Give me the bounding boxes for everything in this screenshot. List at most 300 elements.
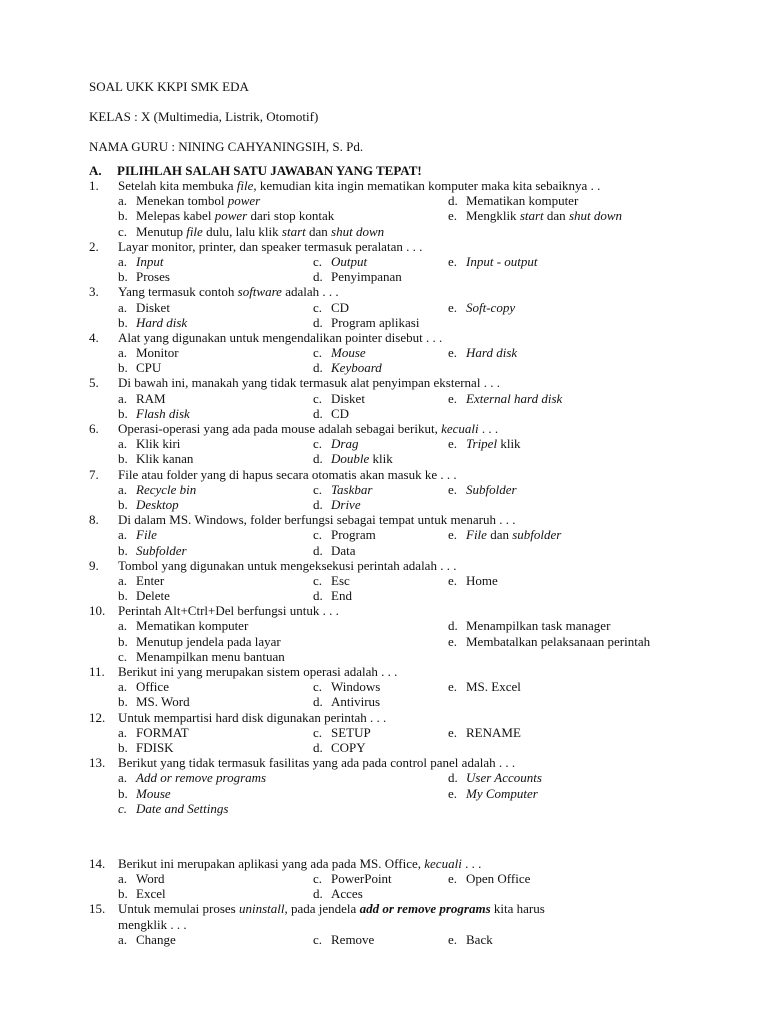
option-text: Menampilkan menu bantuan	[136, 648, 285, 664]
answer-option	[448, 871, 530, 886]
option-letter: d.	[448, 770, 458, 786]
option-letter: d.	[313, 694, 323, 710]
answer-option	[448, 436, 521, 451]
answer-option	[313, 345, 366, 360]
question-line	[0, 421, 768, 436]
option-letter: e.	[448, 785, 458, 801]
question	[0, 178, 768, 239]
option-letter: d.	[313, 405, 323, 421]
option-text: Flash disk	[136, 405, 190, 421]
option-letter: e.	[448, 390, 458, 406]
option-text: Monitor	[136, 345, 179, 361]
answer-option	[313, 497, 361, 512]
option-text: Open Office	[466, 871, 531, 887]
option-letter: d.	[313, 739, 323, 755]
option-letter: b.	[118, 451, 128, 467]
answer-option	[118, 740, 174, 755]
option-text: RAM	[136, 390, 166, 406]
question-line	[0, 284, 768, 299]
question-text-continued: mengklik . . .	[118, 916, 187, 932]
question	[0, 239, 768, 285]
option-text: External hard disk	[466, 390, 563, 406]
answer-option	[313, 300, 349, 315]
option-text: Drive	[331, 496, 361, 512]
option-text: Hard disk	[136, 314, 188, 330]
answer-option	[118, 770, 266, 785]
option-letter: a.	[118, 299, 128, 315]
option-text: Tripel klik	[466, 436, 521, 452]
option-letter: e.	[448, 871, 458, 887]
option-row	[0, 770, 768, 785]
option-letter: b.	[118, 739, 128, 755]
option-letter: e.	[448, 253, 458, 269]
section-letter: A.	[89, 163, 102, 178]
option-letter: b.	[118, 360, 128, 376]
option-row	[0, 497, 768, 512]
option-row	[0, 932, 768, 947]
option-text: Keyboard	[331, 360, 382, 376]
option-letter: e.	[448, 345, 458, 361]
option-letter: a.	[118, 572, 128, 588]
question	[0, 467, 768, 513]
answer-option	[118, 618, 248, 633]
option-letter: a.	[118, 345, 128, 361]
option-row	[0, 634, 768, 649]
option-letter: a.	[118, 436, 128, 452]
answer-option	[118, 932, 176, 947]
option-text: Word	[136, 871, 165, 887]
answer-option	[313, 315, 419, 330]
answer-option	[118, 871, 165, 886]
option-text: FORMAT	[136, 724, 189, 740]
answer-option	[118, 649, 285, 664]
question-text: Untuk memulai proses uninstall, pada jendela add or remove programs kita harus	[118, 901, 545, 917]
option-letter: e.	[448, 527, 458, 543]
answer-option	[118, 406, 190, 421]
option-letter: e.	[448, 724, 458, 740]
question	[0, 664, 768, 710]
option-row	[0, 649, 768, 664]
option-letter: b.	[118, 208, 128, 224]
option-letter: b.	[118, 694, 128, 710]
answer-option	[118, 451, 193, 466]
answer-option	[448, 527, 561, 542]
option-text: Home	[466, 572, 498, 588]
question-number: 3.	[89, 284, 99, 300]
question-line	[0, 330, 768, 345]
question-line	[0, 755, 768, 770]
question-line	[0, 664, 768, 679]
option-row	[0, 315, 768, 330]
option-letter: c.	[313, 679, 323, 695]
question-line	[0, 710, 768, 725]
answer-option	[313, 679, 380, 694]
question-line	[0, 178, 768, 193]
option-letter: d.	[313, 314, 323, 330]
option-text: File	[136, 527, 157, 543]
question-text: File atau folder yang di hapus secara otomatis akan masuk ke . . .	[118, 466, 457, 482]
option-text: RENAME	[466, 724, 521, 740]
answer-option	[313, 269, 402, 284]
answer-option	[118, 679, 169, 694]
question-line	[0, 856, 768, 871]
option-text: Klik kiri	[136, 436, 181, 452]
answer-option	[118, 436, 180, 451]
option-row	[0, 740, 768, 755]
answer-option	[448, 770, 542, 785]
option-text: Menampilkan task manager	[466, 618, 611, 634]
option-letter: a.	[118, 527, 128, 543]
option-letter: c.	[313, 345, 323, 361]
option-letter: b.	[118, 633, 128, 649]
answer-option	[313, 740, 366, 755]
option-row	[0, 588, 768, 603]
option-letter: d.	[448, 193, 458, 209]
option-text: MS. Excel	[466, 679, 521, 695]
option-letter: a.	[118, 481, 128, 497]
option-text: Klik kanan	[136, 451, 194, 467]
question-text: Perintah Alt+Ctrl+Del berfungsi untuk . . .	[118, 603, 339, 619]
option-text: CD	[331, 299, 350, 315]
answer-option	[313, 932, 374, 947]
option-text: Change	[136, 931, 176, 947]
option-letter: e.	[448, 208, 458, 224]
answer-option	[313, 451, 393, 466]
option-letter: c.	[313, 931, 323, 947]
question-text: Untuk mempartisi hard disk digunakan perintah . . .	[118, 709, 387, 725]
answer-option	[118, 725, 189, 740]
answer-option	[118, 360, 161, 375]
question	[0, 603, 768, 664]
question-line	[0, 375, 768, 390]
section-title: PILIHLAH SALAH SATU JAWABAN YANG TEPAT!	[117, 163, 422, 178]
option-letter: c.	[313, 527, 323, 543]
option-row	[0, 345, 768, 360]
answer-option	[118, 224, 384, 239]
answer-option	[313, 406, 349, 421]
option-text: File dan subfolder	[466, 527, 562, 543]
question-number: 7.	[89, 466, 99, 482]
question	[0, 901, 768, 947]
option-letter: b.	[118, 405, 128, 421]
option-letter: b.	[118, 314, 128, 330]
option-letter: d.	[448, 618, 458, 634]
option-letter: d.	[313, 542, 323, 558]
option-text: Desktop	[136, 496, 179, 512]
question	[0, 421, 768, 467]
question-line	[0, 239, 768, 254]
option-row	[0, 406, 768, 421]
answer-option	[313, 725, 371, 740]
question	[0, 558, 768, 604]
question	[0, 284, 768, 330]
option-row	[0, 886, 768, 901]
option-row	[0, 725, 768, 740]
option-row	[0, 451, 768, 466]
option-letter: a.	[118, 931, 128, 947]
question-text: Layar monitor, printer, dan speaker termasuk peralatan . . .	[118, 238, 423, 254]
option-text: Subfolder	[466, 481, 517, 497]
option-text: Recycle bin	[136, 481, 197, 497]
option-text: Enter	[136, 572, 165, 588]
option-letter: d.	[313, 886, 323, 902]
answer-option	[118, 801, 228, 816]
answer-option	[118, 573, 164, 588]
option-text: Subfolder	[136, 542, 187, 558]
option-letter: c.	[118, 800, 128, 816]
answer-option	[448, 786, 538, 801]
class-info: KELAS : X (Multimedia, Listrik, Otomotif)	[89, 109, 319, 124]
option-letter: a.	[118, 618, 128, 634]
option-row	[0, 679, 768, 694]
question-text: Di dalam MS. Windows, folder berfungsi sebagai tempat untuk menaruh . . .	[118, 512, 516, 528]
answer-option	[448, 679, 521, 694]
question-line	[0, 603, 768, 618]
question-text: Alat yang digunakan untuk mengendalikan pointer disebut . . .	[118, 329, 443, 345]
option-text: PowerPoint	[331, 871, 392, 887]
answer-option	[118, 193, 260, 208]
question-text: Di bawah ini, manakah yang tidak termasuk alat penyimpan eksternal . . .	[118, 375, 500, 391]
option-text: Soft-copy	[466, 299, 516, 315]
answer-option	[118, 497, 179, 512]
option-text: Remove	[331, 931, 375, 947]
question-number: 1.	[89, 178, 99, 193]
option-text: CPU	[136, 360, 162, 376]
option-row	[0, 618, 768, 633]
option-letter: e.	[448, 679, 458, 695]
question-number: 10.	[89, 603, 106, 619]
option-text: Program	[331, 527, 376, 543]
option-letter: c.	[118, 648, 128, 664]
option-text: Mematikan komputer	[466, 193, 579, 209]
option-text: Add or remove programs	[136, 770, 267, 786]
option-text: SETUP	[331, 724, 371, 740]
question-list	[0, 178, 768, 947]
option-row	[0, 482, 768, 497]
option-text: Input - output	[466, 253, 538, 269]
question-number: 13.	[89, 755, 106, 771]
option-row	[0, 543, 768, 558]
answer-option	[313, 694, 380, 709]
option-text: My Computer	[466, 785, 538, 801]
answer-option	[313, 360, 382, 375]
option-text: Melepas kabel power dari stop kontak	[136, 208, 335, 224]
answer-option	[448, 482, 517, 497]
question-line	[0, 512, 768, 527]
option-text: Drag	[331, 436, 359, 452]
option-text: Double klik	[331, 451, 393, 467]
option-text: Menutup jendela pada layar	[136, 633, 281, 649]
option-letter: d.	[313, 496, 323, 512]
option-text: Antivirus	[331, 694, 381, 710]
answer-option	[313, 436, 358, 451]
question	[0, 755, 768, 816]
answer-option	[448, 300, 515, 315]
option-letter: d.	[313, 451, 323, 467]
option-letter: b.	[118, 496, 128, 512]
question-line	[0, 917, 768, 932]
option-letter: c.	[313, 253, 323, 269]
option-letter: b.	[118, 542, 128, 558]
option-letter: c.	[313, 871, 323, 887]
option-letter: e.	[448, 633, 458, 649]
section-heading	[89, 163, 422, 179]
option-text: Delete	[136, 588, 170, 604]
option-letter: a.	[118, 770, 128, 786]
answer-option	[118, 254, 163, 269]
question	[0, 512, 768, 558]
answer-option	[313, 871, 392, 886]
option-text: Mengklik start dan shut down	[466, 208, 623, 224]
option-row	[0, 786, 768, 801]
question-line	[0, 558, 768, 573]
option-text: Penyimpanan	[331, 269, 402, 285]
option-letter: a.	[118, 724, 128, 740]
option-row	[0, 694, 768, 709]
option-letter: c.	[313, 572, 323, 588]
option-text: Taskbar	[331, 481, 373, 497]
option-letter: d.	[313, 269, 323, 285]
option-text: CD	[331, 405, 350, 421]
option-text: Proses	[136, 269, 170, 285]
question-text: Operasi-operasi yang ada pada mouse adalah sebagai berikut, kecuali . . .	[118, 421, 499, 436]
option-row	[0, 436, 768, 451]
question-text: Berikut ini yang merupakan sistem operasi adalah . . .	[118, 664, 398, 679]
question	[0, 375, 768, 421]
option-letter: c.	[313, 436, 323, 452]
option-letter: a.	[118, 253, 128, 269]
option-text: End	[331, 588, 352, 604]
option-text: Excel	[136, 886, 166, 902]
question-number: 9.	[89, 557, 99, 573]
option-letter: a.	[118, 193, 128, 209]
option-text: Mouse	[331, 345, 366, 361]
teacher-name: NAMA GURU : NINING CAHYANINGSIH, S. Pd.	[89, 139, 364, 154]
option-text: COPY	[331, 739, 366, 755]
answer-option	[448, 193, 578, 208]
answer-option	[313, 886, 363, 901]
answer-option	[118, 269, 170, 284]
option-text: Program aplikasi	[331, 314, 420, 330]
answer-option	[118, 315, 187, 330]
option-letter: c.	[313, 390, 323, 406]
answer-option	[448, 932, 493, 947]
option-row	[0, 224, 768, 239]
question-number: 14.	[89, 855, 106, 871]
option-row	[0, 527, 768, 542]
option-letter: e.	[448, 931, 458, 947]
option-text: Hard disk	[466, 345, 518, 361]
option-text: Office	[136, 679, 169, 695]
option-letter: e.	[448, 299, 458, 315]
answer-option	[118, 886, 166, 901]
option-letter: e.	[448, 481, 458, 497]
answer-option	[118, 588, 170, 603]
answer-option	[448, 391, 562, 406]
option-text: Esc	[331, 572, 350, 588]
option-text: Disket	[136, 299, 170, 315]
answer-option	[313, 543, 356, 558]
question-number: 15.	[89, 901, 106, 917]
answer-option	[313, 391, 365, 406]
option-text: Disket	[331, 390, 365, 406]
option-text: Windows	[331, 679, 381, 695]
answer-option	[448, 345, 517, 360]
answer-option	[448, 725, 521, 740]
option-text: Mematikan komputer	[136, 618, 249, 634]
option-text: Mouse	[136, 785, 171, 801]
answer-option	[118, 694, 190, 709]
option-letter: a.	[118, 679, 128, 695]
option-text: Menekan tombol power	[136, 193, 261, 209]
option-row	[0, 193, 768, 208]
answer-option	[118, 391, 166, 406]
option-text: Input	[136, 253, 164, 269]
question-text: Setelah kita membuka file, kemudian kita ingin mematikan komputer maka kita sebaiknya . .	[118, 178, 601, 193]
answer-option	[118, 543, 187, 558]
answer-option	[118, 482, 196, 497]
option-text: Back	[466, 931, 493, 947]
option-letter: c.	[118, 223, 128, 239]
answer-option	[118, 786, 171, 801]
question-number: 5.	[89, 375, 99, 391]
option-letter: c.	[313, 299, 323, 315]
question-text: Tombol yang digunakan untuk mengeksekusi perintah adalah . . .	[118, 557, 457, 573]
exam-title: SOAL UKK KKPI SMK EDA	[89, 79, 249, 94]
question	[0, 856, 768, 902]
question-number: 4.	[89, 329, 99, 345]
option-row	[0, 254, 768, 269]
option-letter: b.	[118, 588, 128, 604]
option-text: Date and Settings	[136, 800, 229, 816]
question-number: 11.	[89, 664, 105, 679]
option-letter: c.	[313, 724, 323, 740]
question-text: Berikut ini merupakan aplikasi yang ada pada MS. Office, kecuali . . .	[118, 855, 482, 871]
option-row	[0, 300, 768, 315]
answer-option	[118, 634, 281, 649]
option-text: User Accounts	[466, 770, 542, 786]
answer-option	[313, 573, 350, 588]
answer-option	[313, 254, 367, 269]
answer-option	[313, 482, 372, 497]
answer-option	[448, 634, 650, 649]
option-letter: b.	[118, 886, 128, 902]
option-text: Output	[331, 253, 368, 269]
option-letter: c.	[313, 481, 323, 497]
option-text: FDISK	[136, 739, 174, 755]
question-text: Yang termasuk contoh software adalah . . .	[118, 284, 339, 300]
option-letter: b.	[118, 269, 128, 285]
option-row	[0, 573, 768, 588]
answer-option	[448, 254, 538, 269]
option-row	[0, 360, 768, 375]
answer-option	[118, 208, 334, 223]
option-letter: a.	[118, 871, 128, 887]
option-text: Membatalkan pelaksanaan perintah	[466, 633, 651, 649]
option-row	[0, 801, 768, 816]
answer-option	[118, 345, 179, 360]
question-line	[0, 901, 768, 916]
option-letter: e.	[448, 436, 458, 452]
option-letter: e.	[448, 572, 458, 588]
option-text: Menutup file dulu, lalu klik start dan shut down	[136, 223, 385, 239]
option-row	[0, 391, 768, 406]
answer-option	[448, 573, 498, 588]
option-text: MS. Word	[136, 694, 190, 710]
option-letter: a.	[118, 390, 128, 406]
answer-option	[313, 588, 352, 603]
question	[0, 710, 768, 756]
